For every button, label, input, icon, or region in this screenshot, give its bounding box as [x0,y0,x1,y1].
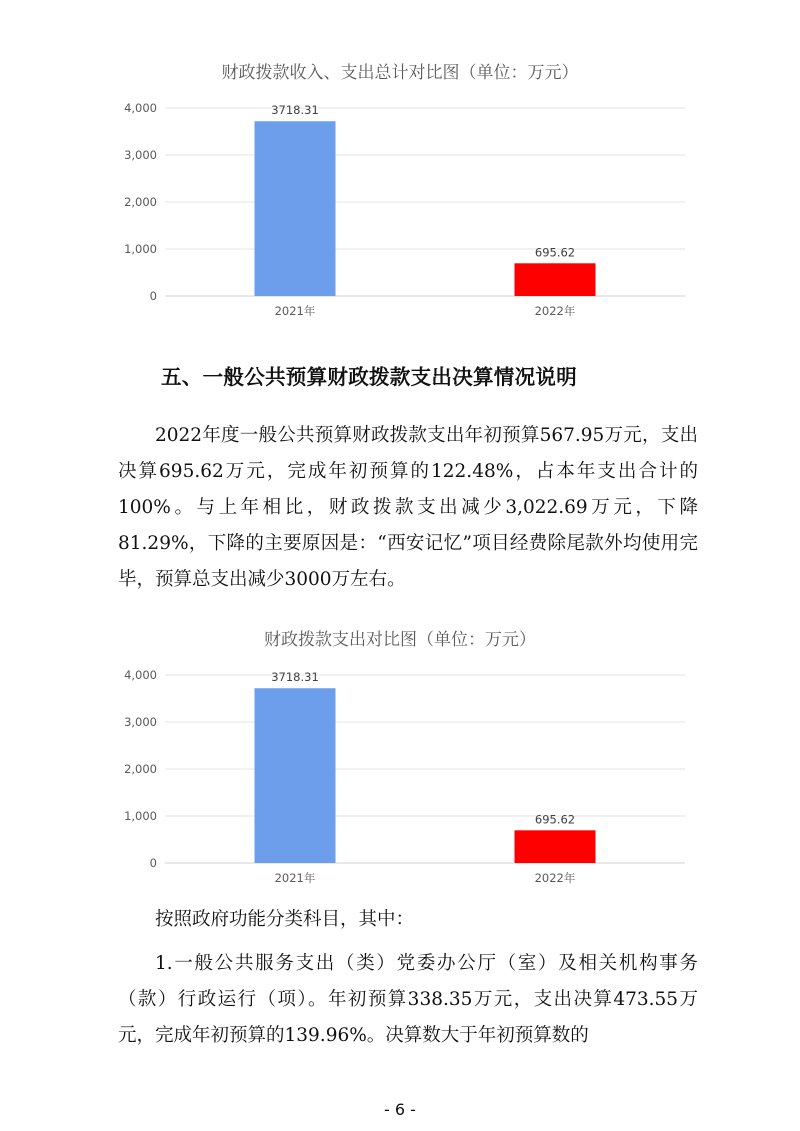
data-label: 695.62 [534,812,576,827]
bar-2022年 [515,830,596,863]
chart-title: 财政拨款收入、支出总计对比图（单位：万元） [221,63,579,83]
chart-expense-svg [0,617,800,897]
y-tick-label: 1,000 [124,809,157,823]
chart-income-expense-svg [0,50,800,330]
page-number: - 6 - [384,1100,416,1119]
y-tick-label: 4,000 [124,101,157,115]
x-tick-label: 2022年 [534,871,576,885]
y-tick-label: 3,000 [124,148,157,162]
bar-2022年 [515,263,596,296]
x-tick-label: 2021年 [274,871,316,885]
data-label: 3718.31 [271,103,319,118]
x-tick-label: 2021年 [274,304,316,318]
y-tick-label: 2,000 [124,762,157,776]
chart-income-expense [0,50,800,330]
data-label: 695.62 [534,245,576,260]
bar-2021年 [255,688,336,863]
x-tick-label: 2022年 [534,304,576,318]
y-tick-label: 1,000 [124,242,157,256]
y-tick-label: 4,000 [124,668,157,682]
y-tick-label: 2,000 [124,195,157,209]
bar-2021年 [255,121,336,296]
y-tick-label: 0 [149,289,157,303]
budget-paragraph: 2022年度一般公共预算财政拨款支出年初预算567.95万元，支出决算695.62万元，完成年初预算的122.48%，占本年支出合计的100%。与上年相比，财政拨款支出减少3,022.69万元，下降81.29%，下降的主要原因是：“西安记忆”项目经费除尾款外均使用完毕，预算总支出减少3000万左右。 [118,425,698,590]
item1-paragraph: 1.一般公共服务支出（类）党委办公厅（室）及相关机构事务（款）行政运行（项）。年初预算338.35万元，支出决算473.55万元，完成年初预算的139.96%。决算数大于年初预算数的 [118,953,698,1046]
chart-title: 财政拨款支出对比图（单位：万元） [264,630,536,650]
intro-paragraph: 按照政府功能分类科目，其中： [155,909,415,930]
section-heading: 五、一般公共预算财政拨款支出决算情况说明 [161,365,577,389]
y-tick-label: 0 [149,856,157,870]
y-tick-label: 3,000 [124,715,157,729]
data-label: 3718.31 [271,670,319,685]
chart-expense [0,617,800,897]
